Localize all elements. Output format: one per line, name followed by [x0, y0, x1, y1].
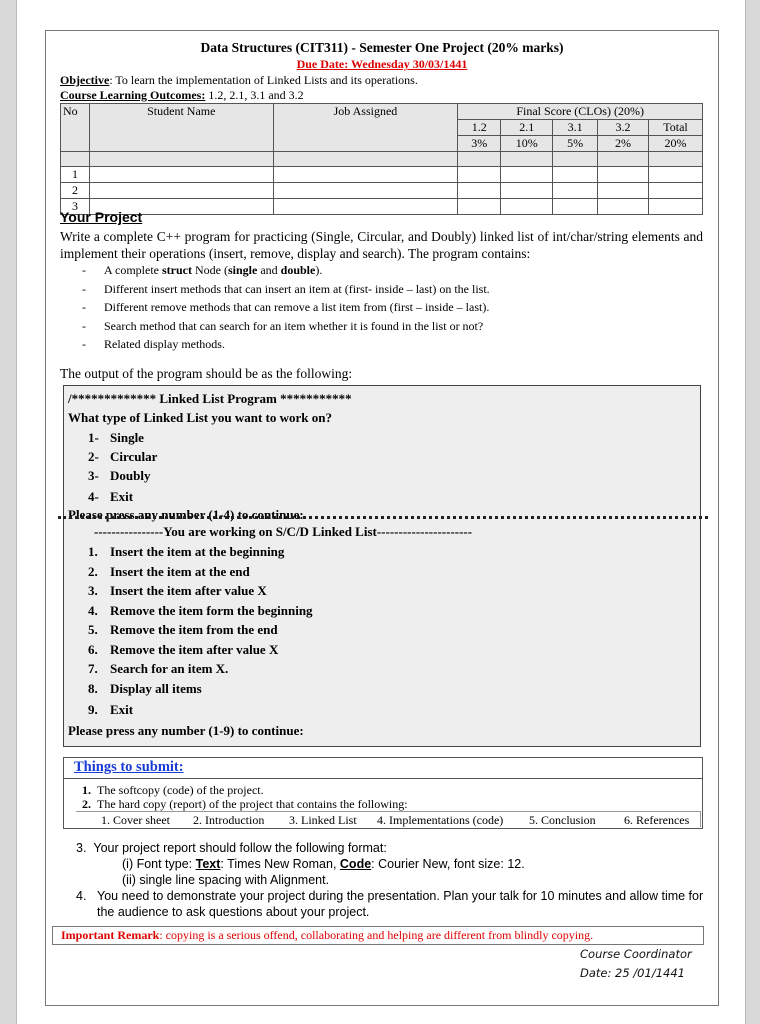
- list-item: 1. The softcopy (code) of the project.: [82, 783, 264, 797]
- menu-option: 7. Search for an item X.: [88, 661, 229, 676]
- list-item: 2. The hard copy (report) of the project that contains the following:: [82, 797, 408, 811]
- menu-option: 5. Remove the item from the end: [88, 622, 278, 637]
- col-no-header: No: [61, 104, 90, 152]
- list-item: - Different remove methods that can remove a list item from (first – inside – last).: [60, 300, 700, 319]
- list-type-option: 4- Exit: [88, 489, 134, 504]
- col-student-header: Student Name: [89, 104, 273, 152]
- col-job-header: Job Assigned: [273, 104, 458, 152]
- list-type-option: 3- Doubly: [88, 468, 151, 483]
- dotted-separator: [58, 516, 708, 519]
- list-type-option: 1- Single: [88, 430, 144, 445]
- table-row: [61, 199, 703, 215]
- list-item: - Different insert methods that can insert an item at (first- inside – last) on the list.: [60, 282, 700, 301]
- menu-option: 8. Display all items: [88, 681, 202, 696]
- weight-cell: 5%: [553, 136, 598, 152]
- coordinator-signature: Course Coordinator: [580, 947, 692, 961]
- report-part: 5. Conclusion: [529, 813, 596, 827]
- menu-option: 9. Exit: [88, 702, 134, 717]
- submission-header: [64, 758, 702, 779]
- format-item: 3. Your project report should follow the following format:: [76, 841, 387, 855]
- objective-line: [60, 73, 418, 88]
- clo-header: 3.2: [598, 120, 649, 136]
- format-item: 4. You need to demonstrate your project during the presentation. Plan your talk for 10 minutes and allow time for the audience to ask questions about your project.: [76, 889, 704, 919]
- report-part: 2. Introduction: [193, 813, 265, 827]
- list-item: - Related display methods.: [60, 337, 700, 356]
- grade-table: [60, 103, 703, 215]
- table-row: [61, 183, 703, 199]
- report-parts: [76, 811, 701, 827]
- console-output: [63, 385, 701, 747]
- font-type-line: (i) Font type: Text: Times New Roman, Code: Courier New, font size: 12.: [122, 857, 525, 871]
- output-intro: The output of the program should be as the following:: [60, 366, 353, 381]
- console-question: What type of Linked List you want to work on?: [68, 410, 333, 425]
- weight-cell: 20%: [649, 136, 703, 152]
- menu-option: 4. Remove the item form the beginning: [88, 603, 313, 618]
- console-banner: /************* Linked List Program ***********: [68, 391, 352, 406]
- important-remark: Important Remark: copying is a serious offend, collaborating and helping are different from blindly copying.: [52, 926, 704, 945]
- project-heading: Your Project: [60, 209, 143, 225]
- objective-text: : To learn the implementation of Linked Lists and its operations.: [109, 73, 418, 87]
- submission-heading: Things to submit:: [74, 759, 184, 775]
- report-part: 1. Cover sheet: [101, 813, 170, 827]
- weight-cell: 10%: [501, 136, 553, 152]
- clo-header: 2.1: [501, 120, 553, 136]
- weight-cell: 2%: [598, 136, 649, 152]
- document-title: Data Structures (CIT311) - Semester One Project (20% marks): [200, 40, 564, 55]
- menu-option: 6. Remove the item after value X: [88, 642, 279, 657]
- console-prompt-types: Please press any number (1-4) to continue:: [68, 507, 304, 522]
- project-requirements: [60, 263, 700, 356]
- console-prompt-ops: Please press any number (1-9) to continue:: [68, 723, 304, 738]
- clo-label: Course Learning Outcomes:: [60, 88, 206, 102]
- report-part: 6. References: [624, 813, 690, 827]
- menu-option: 1. Insert the item at the beginning: [88, 544, 285, 559]
- signature-date: Date: 25 /01/1441: [580, 966, 685, 980]
- report-part: 3. Linked List: [289, 813, 357, 827]
- console-working-banner: ----------------You are working on S/C/D Linked List----------------------: [94, 524, 473, 539]
- submission-box: [63, 757, 703, 829]
- menu-option: 2. Insert the item at the end: [88, 564, 250, 579]
- row-number: 2: [61, 183, 90, 199]
- project-description: Write a complete C++ program for practicing (Single, Circular, and Doubly) linked list of int/char/string elements and implement their operations (insert, remove, display and search). The program contains:: [60, 229, 703, 261]
- list-type-option: 2- Circular: [88, 449, 158, 464]
- due-date: Due Date: Wednesday 30/03/1441: [296, 57, 468, 71]
- objective-label: Objective: [60, 73, 110, 87]
- clo-header: 1.2: [458, 120, 501, 136]
- document-frame: [45, 30, 719, 1006]
- clo-header: Total: [649, 120, 703, 136]
- spacing-line: (ii) single line spacing with Alignment.: [122, 873, 330, 887]
- weight-cell: 3%: [458, 136, 501, 152]
- col-final-header: Final Score (CLOs) (20%): [458, 104, 703, 120]
- table-row: [61, 167, 703, 183]
- clo-text: 1.2, 2.1, 3.1 and 3.2: [205, 88, 304, 102]
- document-page: [16, 0, 746, 1024]
- clo-header: 3.1: [553, 120, 598, 136]
- list-item: - A complete struct Node (single and double).: [60, 263, 700, 282]
- row-number: 3: [61, 199, 90, 215]
- list-item: - Search method that can search for an item whether it is found in the list or not?: [60, 319, 700, 338]
- report-part: 4. Implementations (code): [377, 813, 504, 827]
- clo-line: [60, 88, 304, 103]
- menu-option: 3. Insert the item after value X: [88, 583, 267, 598]
- row-number: 1: [61, 167, 90, 183]
